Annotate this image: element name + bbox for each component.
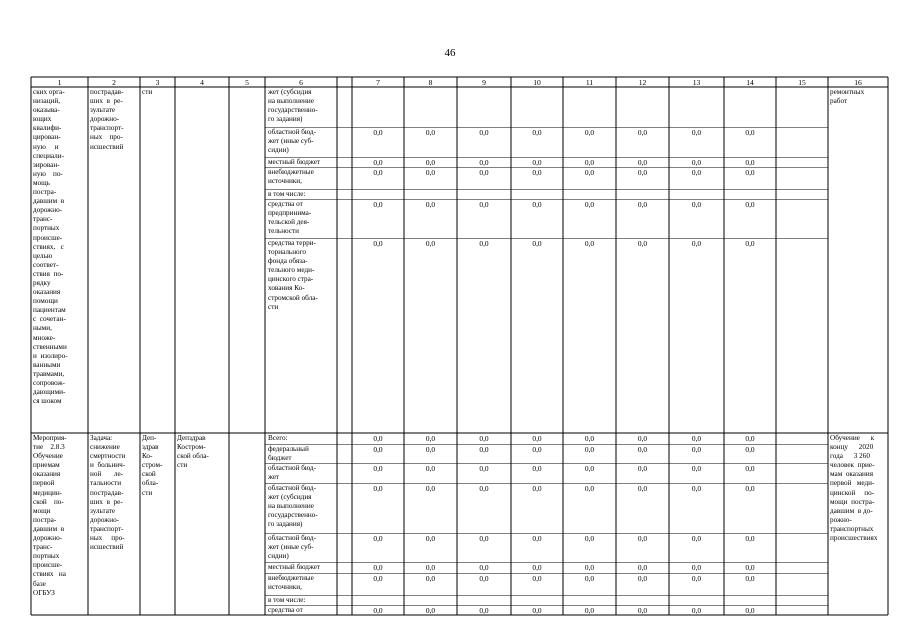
cell-column-16: ремонтных работ xyxy=(830,88,865,106)
value-cell: 0,0 xyxy=(745,158,755,167)
column-header: 14 xyxy=(746,78,754,87)
value-cell: 0,0 xyxy=(425,158,436,167)
value-cell: 0,0 xyxy=(373,200,383,209)
funding-source-label: средства терри- ториального фонда обяза- тельного меди- цинского стра- хования Ко- стромской обла- сти xyxy=(268,239,318,311)
funding-source-label: местный бюджет xyxy=(268,158,321,166)
value-cell: 0,0 xyxy=(425,200,436,209)
value-cell: 0,0 xyxy=(691,158,702,167)
funding-source-label: областной бюд- жет (иные суб- сидии) xyxy=(268,534,316,561)
value-cell: 0,0 xyxy=(584,434,595,443)
value-cell: 0,0 xyxy=(479,158,489,167)
cell-column-16: Обучение к концу 2020 года 3 260 человек прие- мам оказания первой меди- цинской по- мощи постра- давшим в до- рожно- транспортных происшествиях xyxy=(830,434,878,543)
value-cell: 0,0 xyxy=(373,464,383,473)
value-cell: 0,0 xyxy=(532,128,542,137)
value-cell: 0,0 xyxy=(584,574,595,583)
value-cell: 0,0 xyxy=(532,563,542,572)
column-header: 12 xyxy=(638,78,647,87)
value-cell: 0,0 xyxy=(532,445,542,454)
value-cell: 0,0 xyxy=(691,168,702,177)
value-cell: 0,0 xyxy=(691,128,702,137)
value-cell: 0,0 xyxy=(637,168,648,177)
column-header: 7 xyxy=(376,78,380,87)
column-header: 11 xyxy=(585,78,594,87)
value-cell: 0,0 xyxy=(584,464,595,473)
funding-source-label: жет (субсидия на выполнение государственно- го задания) xyxy=(268,88,318,124)
column-header: 6 xyxy=(299,78,303,87)
value-cell: 0,0 xyxy=(425,464,436,473)
value-cell: 0,0 xyxy=(584,158,595,167)
value-cell: 0,0 xyxy=(584,128,595,137)
funding-source-label: областной бюд- жет (субсидия на выполнение государственно- го задания) xyxy=(268,484,318,529)
value-cell: 0,0 xyxy=(373,168,383,177)
value-cell: 0,0 xyxy=(745,563,755,572)
value-cell: 0,0 xyxy=(637,434,648,443)
value-cell: 0,0 xyxy=(532,464,542,473)
value-cell: 0,0 xyxy=(373,606,383,615)
funding-source-label: внебюджетные источники, xyxy=(268,168,314,186)
value-cell: 0,0 xyxy=(479,200,489,209)
funding-source-label: федеральный бюджет xyxy=(268,445,309,463)
value-cell: 0,0 xyxy=(479,484,489,493)
value-cell: 0,0 xyxy=(637,484,648,493)
column-header: 4 xyxy=(200,78,204,87)
column-header: 2 xyxy=(112,78,116,87)
value-cell: 0,0 xyxy=(373,534,383,543)
value-cell: 0,0 xyxy=(479,574,489,583)
value-cell: 0,0 xyxy=(479,128,489,137)
value-cell: 0,0 xyxy=(425,534,436,543)
value-cell: 0,0 xyxy=(532,606,542,615)
value-cell: 0,0 xyxy=(745,200,755,209)
funding-source-label: областной бюд- жет xyxy=(268,464,316,482)
funding-source-label: средства от предпринима- тельской дея- тельности xyxy=(268,200,312,236)
column-header: 16 xyxy=(854,78,862,87)
value-cell: 0,0 xyxy=(637,158,648,167)
value-cell: 0,0 xyxy=(584,168,595,177)
value-cell: 0,0 xyxy=(425,606,436,615)
value-cell: 0,0 xyxy=(745,445,755,454)
column-header: 13 xyxy=(692,78,701,87)
column-header: 8 xyxy=(428,78,433,87)
value-cell: 0,0 xyxy=(637,445,648,454)
funding-source-label: местный бюджет xyxy=(268,563,321,571)
value-cell: 0,0 xyxy=(425,563,436,572)
column-header: 10 xyxy=(533,78,541,87)
value-cell: 0,0 xyxy=(479,434,489,443)
page-number: 46 xyxy=(444,47,456,59)
value-cell: 0,0 xyxy=(425,168,436,177)
funding-source-label: средства от xyxy=(268,606,303,614)
value-cell: 0,0 xyxy=(691,200,702,209)
value-cell: 0,0 xyxy=(637,534,648,543)
value-cell: 0,0 xyxy=(479,534,489,543)
value-cell: 0,0 xyxy=(691,239,702,248)
column-header: 9 xyxy=(482,78,486,87)
value-cell: 0,0 xyxy=(691,484,702,493)
value-cell: 0,0 xyxy=(373,484,383,493)
value-cell: 0,0 xyxy=(373,434,383,443)
value-cell: 0,0 xyxy=(691,445,702,454)
value-cell: 0,0 xyxy=(532,200,542,209)
funding-source-label: областной бюд- жет (иные суб- сидии) xyxy=(268,128,316,155)
value-cell: 0,0 xyxy=(637,239,648,248)
value-cell: 0,0 xyxy=(373,563,383,572)
cell-column-3: Деп- здрав Ко- стром- ской обла- сти xyxy=(142,434,163,497)
value-cell: 0,0 xyxy=(637,464,648,473)
value-cell: 0,0 xyxy=(479,563,489,572)
value-cell: 0,0 xyxy=(425,128,436,137)
value-cell: 0,0 xyxy=(584,534,595,543)
value-cell: 0,0 xyxy=(691,606,702,615)
value-cell: 0,0 xyxy=(745,534,755,543)
value-cell: 0,0 xyxy=(745,168,755,177)
value-cell: 0,0 xyxy=(532,574,542,583)
cell-column-1: Мероприя- тие 2.8.3 Обучение приемам оказания первой медицин- ской по- мощи постра- давшим в дорожно- транс- портных происше- ствиях на базе ОГБУЗ xyxy=(33,434,67,597)
value-cell: 0,0 xyxy=(373,574,383,583)
value-cell: 0,0 xyxy=(745,434,755,443)
value-cell: 0,0 xyxy=(373,445,383,454)
value-cell: 0,0 xyxy=(532,239,542,248)
value-cell: 0,0 xyxy=(584,239,595,248)
value-cell: 0,0 xyxy=(745,574,755,583)
column-header: 5 xyxy=(245,78,249,87)
column-header: 15 xyxy=(798,78,806,87)
value-cell: 0,0 xyxy=(745,606,755,615)
value-cell: 0,0 xyxy=(745,239,755,248)
value-cell: 0,0 xyxy=(425,434,436,443)
column-header: 1 xyxy=(57,78,62,87)
value-cell: 0,0 xyxy=(479,606,489,615)
value-cell: 0,0 xyxy=(584,445,595,454)
value-cell: 0,0 xyxy=(691,464,702,473)
column-header: 3 xyxy=(155,78,160,87)
value-cell: 0,0 xyxy=(584,563,595,572)
value-cell: 0,0 xyxy=(745,464,755,473)
value-cell: 0,0 xyxy=(479,168,489,177)
funding-source-label: в том числе: xyxy=(268,596,306,604)
cell-column-1: ских орга- низаций, оказыва- ющих квалифи- цирован- ную и специали- зирован- ную по- мощь постра- давшим в дорожно- транс- портных происше- ствиях, с целью соответ- ствия по- рядку оказания помощи пациентам с сочетан- ными, множе- ственными и изолиро- ванными травмами, сопровож- дающими- ся шоком xyxy=(33,88,68,406)
cell-column-4: Депздрав Костром- ской обла- сти xyxy=(177,434,209,470)
value-cell: 0,0 xyxy=(479,239,489,248)
value-cell: 0,0 xyxy=(373,158,383,167)
value-cell: 0,0 xyxy=(691,563,702,572)
value-cell: 0,0 xyxy=(691,574,702,583)
value-cell: 0,0 xyxy=(532,158,542,167)
value-cell: 0,0 xyxy=(637,574,648,583)
funding-source-label: внебюджетные источники, xyxy=(268,574,314,592)
value-cell: 0,0 xyxy=(532,484,542,493)
cell-column-2: Задача: снижение смертности и больнич- ной ле- тальности пострадав- ших в ре- зультате дорожно- транспорт- ных про- исшествий xyxy=(90,434,126,552)
value-cell: 0,0 xyxy=(373,128,383,137)
value-cell: 0,0 xyxy=(584,484,595,493)
value-cell: 0,0 xyxy=(584,606,595,615)
value-cell: 0,0 xyxy=(425,484,436,493)
cell-column-2: пострадав- ших в ре- зультате дорожно- транспорт- ных про- исшествий xyxy=(90,88,124,151)
funding-source-label: Всего: xyxy=(268,434,288,442)
value-cell: 0,0 xyxy=(479,445,489,454)
value-cell: 0,0 xyxy=(637,606,648,615)
value-cell: 0,0 xyxy=(425,445,436,454)
value-cell: 0,0 xyxy=(637,200,648,209)
value-cell: 0,0 xyxy=(691,534,702,543)
cell-column-3: сти xyxy=(142,88,153,96)
value-cell: 0,0 xyxy=(425,574,436,583)
value-cell: 0,0 xyxy=(637,563,648,572)
value-cell: 0,0 xyxy=(532,168,542,177)
funding-source-label: в том числе: xyxy=(268,190,306,198)
value-cell: 0,0 xyxy=(745,484,755,493)
value-cell: 0,0 xyxy=(479,464,489,473)
value-cell: 0,0 xyxy=(425,239,436,248)
value-cell: 0,0 xyxy=(745,128,755,137)
value-cell: 0,0 xyxy=(532,534,542,543)
value-cell: 0,0 xyxy=(532,434,542,443)
value-cell: 0,0 xyxy=(637,128,648,137)
value-cell: 0,0 xyxy=(373,239,383,248)
value-cell: 0,0 xyxy=(691,434,702,443)
value-cell: 0,0 xyxy=(584,200,595,209)
